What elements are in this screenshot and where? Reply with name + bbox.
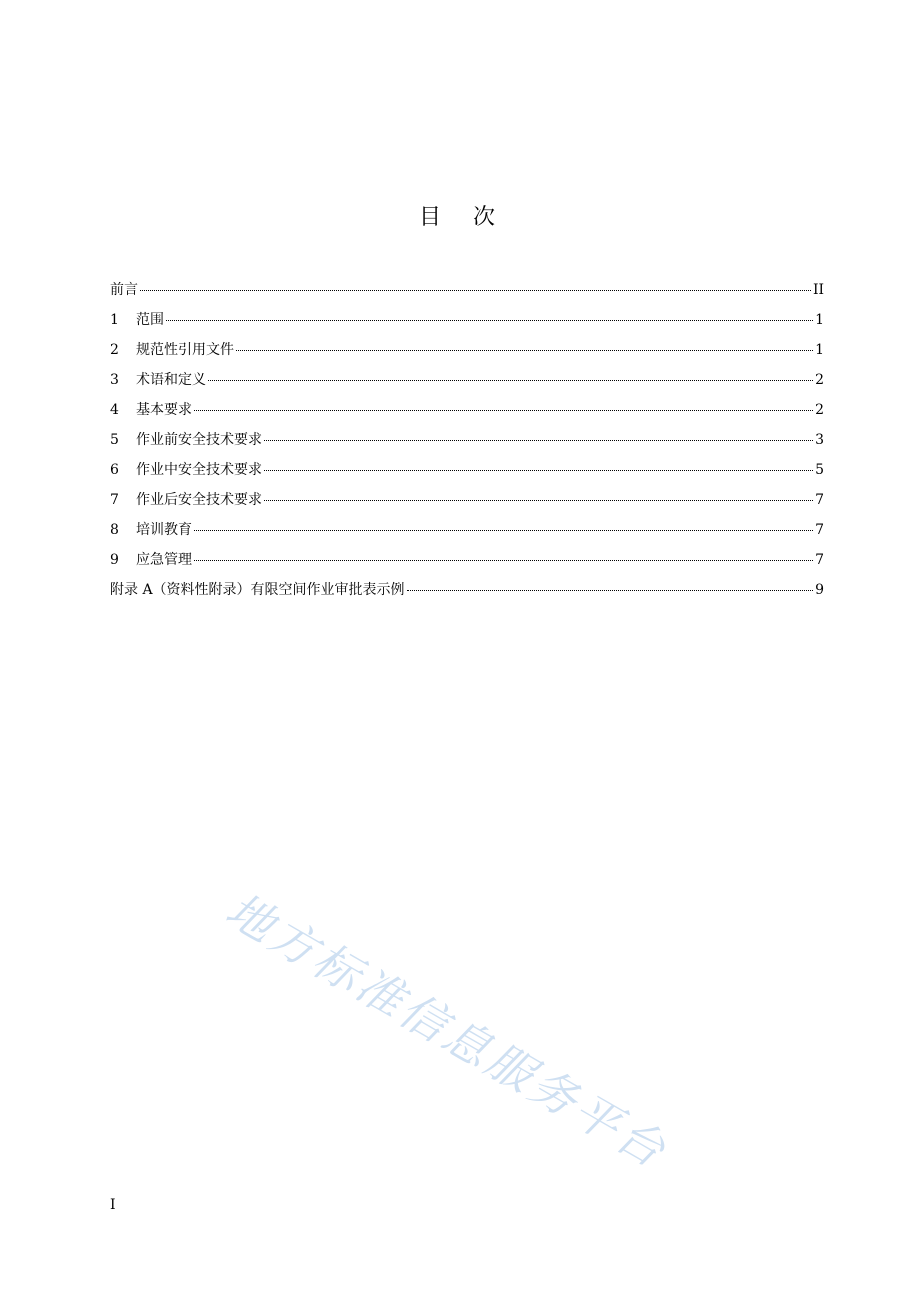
toc-leader [208,380,813,381]
toc-entry-scope[interactable] [110,309,824,339]
toc-number: 1 [110,312,119,328]
toc-label: 作业后安全技术要求 [136,492,262,508]
table-of-contents [110,279,824,609]
toc-number: 3 [110,372,119,388]
toc-page-number: 5 [815,462,824,478]
toc-label: 培训教育 [136,522,192,538]
title-char-1: 目 [418,205,447,230]
toc-leader [194,410,813,411]
toc-leader [264,440,813,441]
toc-entry-basic-requirements[interactable] [110,399,824,429]
toc-leader [264,500,813,501]
toc-entry-training[interactable] [110,519,824,549]
title-char-2: 次 [473,205,502,230]
toc-leader [236,350,813,351]
toc-page-number: 9 [815,582,824,598]
toc-leader [166,320,813,321]
toc-page-number: 1 [815,312,824,328]
toc-label: 应急管理 [136,552,192,568]
toc-label: 附录 A（资料性附录）有限空间作业审批表示例 [110,582,405,598]
toc-page-number: 7 [815,552,824,568]
toc-page-number: 7 [815,492,824,508]
toc-leader [407,590,814,591]
page-title [0,200,920,231]
toc-number: 9 [110,552,119,568]
toc-page-number: 1 [815,342,824,358]
toc-number: 6 [110,462,119,478]
toc-leader [264,470,813,471]
toc-leader [140,290,811,291]
toc-number: 4 [110,402,119,418]
toc-entry-pre-work[interactable] [110,429,824,459]
toc-entry-during-work[interactable] [110,459,824,489]
toc-number: 8 [110,522,119,538]
toc-page-number: 2 [815,402,824,418]
toc-number: 7 [110,492,119,508]
toc-page-number: 3 [815,432,824,448]
footer-page-number: I [110,1197,116,1213]
toc-label: 基本要求 [136,402,192,418]
toc-page-number: II [812,282,824,298]
toc-number: 2 [110,342,119,358]
watermark: 地方标准信息服务平台 [217,882,678,1179]
toc-entry-post-work[interactable] [110,489,824,519]
toc-entry-foreword[interactable] [110,279,824,309]
toc-entry-appendix-a[interactable] [110,579,824,609]
toc-page-number: 7 [815,522,824,538]
toc-label: 作业中安全技术要求 [136,462,262,478]
toc-number: 5 [110,432,119,448]
toc-label: 规范性引用文件 [136,342,234,358]
toc-leader [194,530,813,531]
toc-entry-normative-references[interactable] [110,339,824,369]
toc-page-number: 2 [815,372,824,388]
toc-label: 作业前安全技术要求 [136,432,262,448]
toc-entry-emergency[interactable] [110,549,824,579]
toc-label: 术语和定义 [136,372,206,388]
toc-label: 范围 [136,312,164,328]
toc-leader [194,560,813,561]
toc-label: 前言 [110,282,138,298]
toc-entry-terms-definitions[interactable] [110,369,824,399]
